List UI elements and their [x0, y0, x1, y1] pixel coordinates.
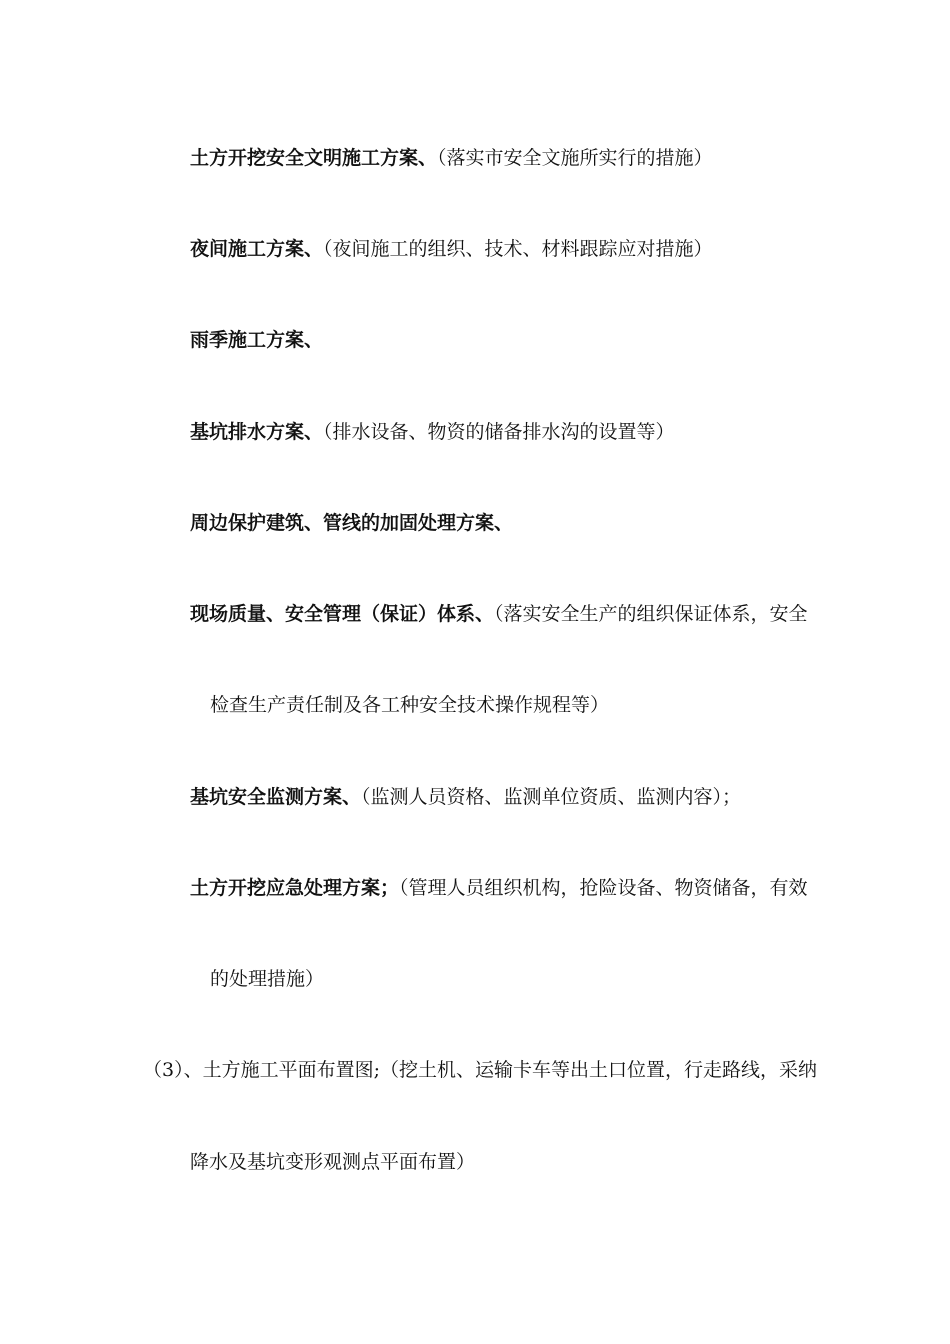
item-title: 土方开挖安全文明施工方案、 [190, 147, 438, 169]
item-emergency-handling-continued: 的处理措施） [210, 968, 325, 990]
item-night-construction [190, 237, 713, 261]
item-note: （管理人员组织机构，抢险设备、物资储备，有效 [399, 877, 808, 899]
item-surrounding-protection [190, 511, 513, 535]
item-title: 基坑排水方案、 [190, 421, 324, 443]
item-quality-safety-system [190, 602, 808, 626]
item-note: （夜间施工的组织、技术、材料跟踪应对措施） [323, 238, 713, 260]
section-3-line-1: （3）、土方施工平面布置图;（挖土机、运输卡车等出土口位置，行走路线，采纳 [143, 1059, 817, 1081]
item-note: （排水设备、物资的储备排水沟的设置等） [323, 421, 675, 443]
item-pit-monitoring [190, 785, 741, 809]
item-emergency-handling [190, 876, 808, 900]
item-note: （落实安全生产的组织保证体系，安全 [494, 603, 808, 625]
item-title: 周边保护建筑、管线的加固处理方案、 [190, 512, 514, 534]
item-note: （监测人员资格、监测单位资质、监测内容）； [361, 786, 742, 808]
item-title: 基坑安全监测方案、 [190, 786, 362, 808]
item-note: （落实市安全文施所实行的措施） [437, 147, 713, 169]
item-rainy-season [190, 328, 323, 352]
section-3-line-2: 降水及基坑变形观测点平面布置） [190, 1151, 476, 1173]
item-earthwork-safety [190, 146, 713, 170]
item-title: 夜间施工方案、 [190, 238, 324, 260]
item-quality-safety-system-continued: 检查生产责任制及各工种安全技术操作规程等） [210, 694, 610, 716]
item-pit-drainage [190, 420, 675, 444]
item-title: 土方开挖应急处理方案； [190, 877, 400, 899]
item-title: 雨季施工方案、 [190, 329, 324, 351]
item-title: 现场质量、安全管理（保证）体系、 [190, 603, 495, 625]
